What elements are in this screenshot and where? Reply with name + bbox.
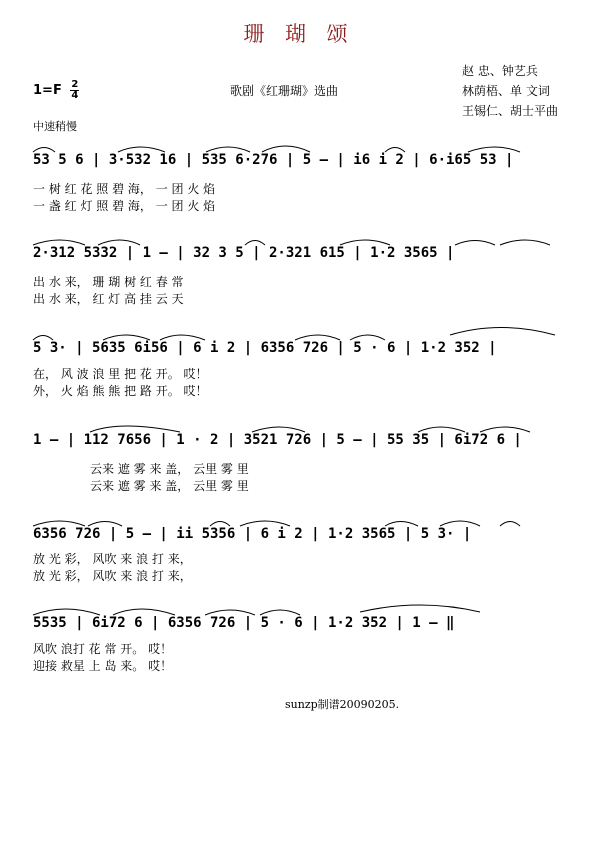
- lyrics-line-5-verse-1: 放 光 彩， 风吹 来 浪 打 来，: [33, 552, 192, 566]
- time-signature-top: 2: [71, 79, 79, 90]
- notation-line-1: 53 5 6 | 3·532 16 | 535 6·276 | 5 – | i6 i 2 | 6·i65 53 |: [33, 152, 514, 168]
- notation-line-5: 6356 726 | 5 – | ii 5356 | 6 i 2 | 1·2 3565 | 5 3· |: [33, 526, 472, 542]
- notation-line-2: 2·312 5332 | 1 – | 32 3 5 | 2·321 615 | 1·2 3565 |: [33, 245, 455, 261]
- lyrics-line-4-verse-1: 云来 遮 雾 来 盖， 云里 雾 里: [90, 462, 249, 476]
- lyrics-line-2-verse-1: 出 水 来， 珊 瑚 树 红 春 常: [33, 275, 184, 289]
- lyrics-line-1-verse-2: 一 盏 红 灯 照 碧 海， 一 团 火 焰: [33, 199, 216, 213]
- lyrics-line-2-verse-2: 出 水 来， 红 灯 高 挂 云 天: [33, 292, 184, 306]
- credit-lyricists-1: 赵 忠、钟艺兵: [462, 64, 538, 78]
- lyrics-line-3-verse-2: 外， 火 焰 熊 熊 把 路 开。 哎！: [33, 384, 208, 398]
- lyrics-line-6-verse-2: 迎接 救星 上 岛 来。 哎！: [33, 659, 173, 673]
- lyrics-line-5-verse-2: 放 光 彩， 风吹 来 浪 打 来，: [33, 569, 192, 583]
- lyrics-line-4-verse-2: 云来 遮 雾 来 盖， 云里 雾 里: [90, 479, 249, 493]
- time-signature-bottom: 4: [71, 90, 79, 101]
- lyrics-line-3-verse-1: 在， 风 波 浪 里 把 花 开。 哎！: [33, 367, 208, 381]
- source-note: 歌剧《红珊瑚》选曲: [230, 84, 339, 98]
- credit-composers: 王锡仁、胡士平曲: [462, 104, 559, 118]
- key-label: 1=F: [33, 83, 62, 98]
- credit-lyricists-2: 林荫梧、单 文词: [462, 84, 550, 98]
- transcriber-signature: sunzp制谱20090205.: [285, 698, 400, 711]
- notation-line-3: 5 3· | 5635 6i56 | 6 i 2 | 6356 726 | 5 · 6 | 1·2 352 |: [33, 340, 497, 356]
- lyrics-line-6-verse-1: 风吹 浪打 花 常 开。 哎！: [33, 642, 173, 656]
- tempo-marking: 中速稍慢: [33, 120, 77, 133]
- notation-line-4: 1 – | 112 7656 | 1 · 2 | 3521 726 | 5 – | 55 35 | 6i72 6 |: [33, 432, 522, 448]
- song-title: 珊 瑚 颂: [243, 22, 355, 46]
- lyrics-line-1-verse-1: 一 树 红 花 照 碧 海， 一 团 火 焰: [33, 182, 216, 196]
- notation-line-6: 5535 | 6i72 6 | 6356 726 | 5 · 6 | 1·2 352 | 1 – ‖: [33, 615, 455, 631]
